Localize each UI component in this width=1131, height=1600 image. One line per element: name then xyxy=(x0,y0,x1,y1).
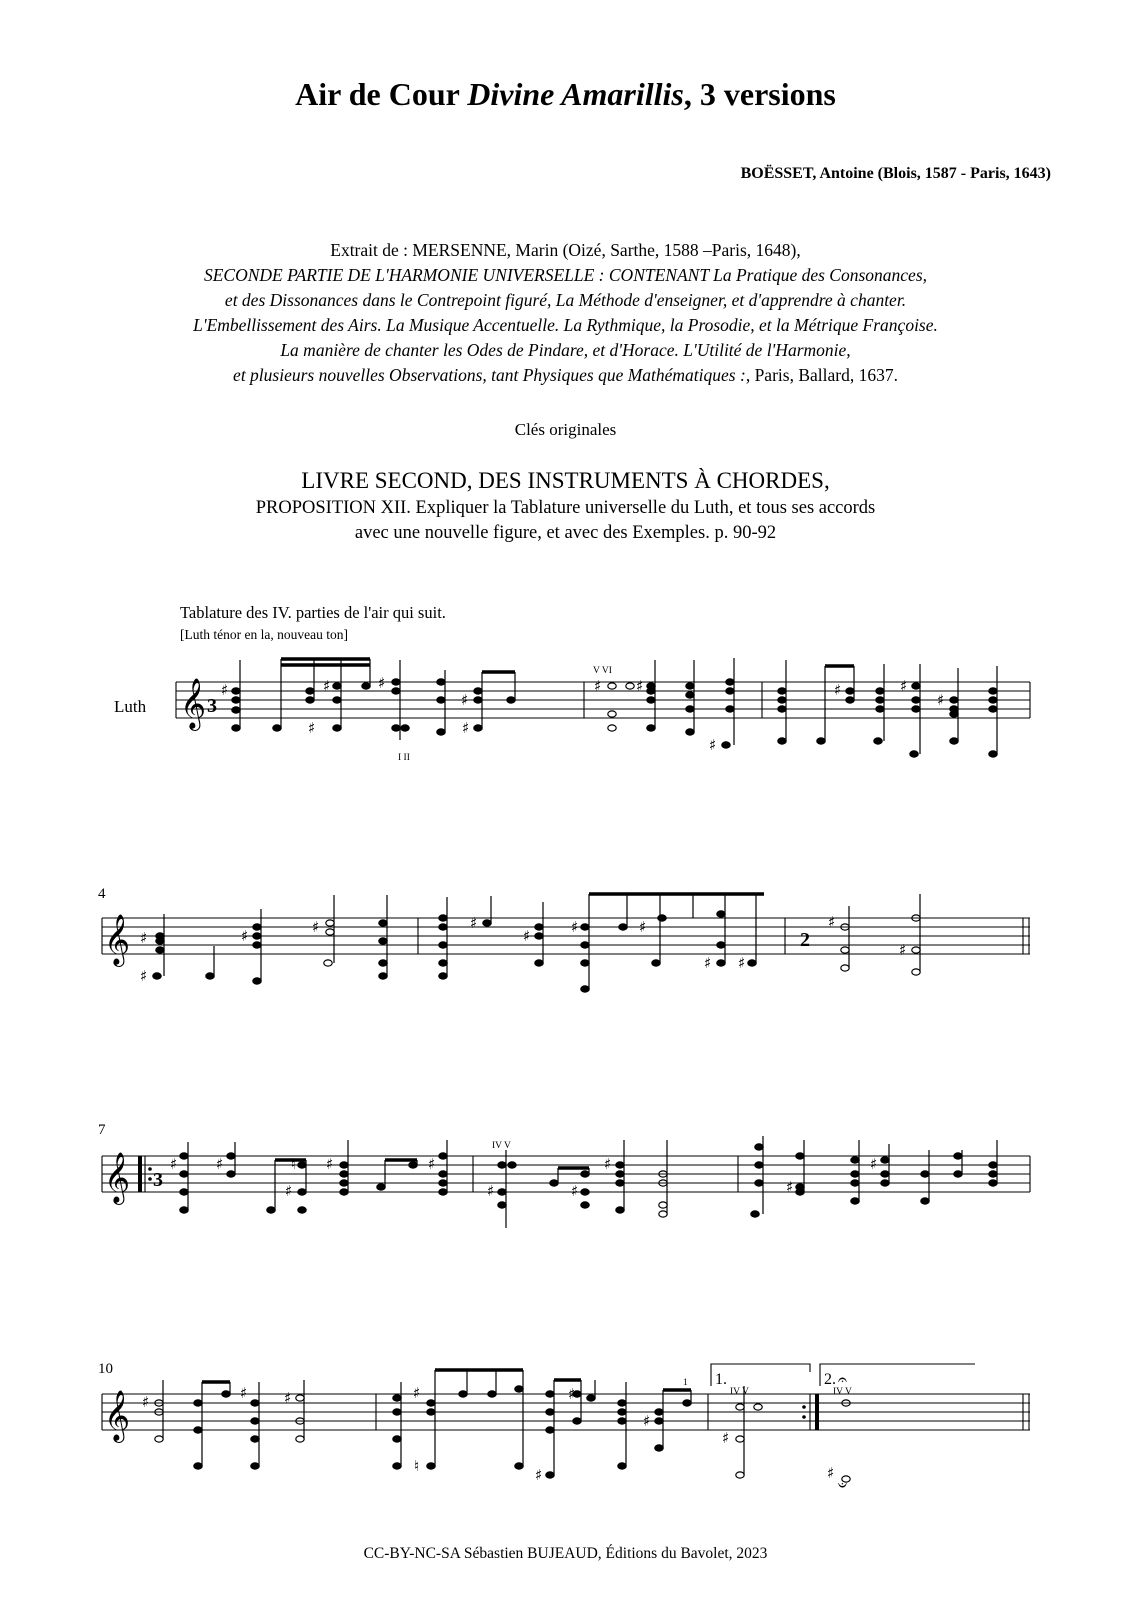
svg-text:♯: ♯ xyxy=(704,954,712,972)
svg-text:♯: ♯ xyxy=(428,1155,436,1173)
volta-1: 1. xyxy=(715,1371,727,1388)
extract-line-1: Extrait de : MERSENNE, Marin (Oizé, Sarthe, 1588 –Paris, 1648), xyxy=(330,240,801,260)
livre-heading: LIVRE SECOND, DES INSTRUMENTS À CHORDES, xyxy=(301,468,830,493)
svg-text:♯: ♯ xyxy=(709,736,717,754)
extract-line-5: La manière de chanter les Odes de Pindare, et d'Horace. L'Utilité de l'Harmonie, xyxy=(280,340,851,360)
title-suffix: , 3 versions xyxy=(683,76,836,112)
svg-text:♯: ♯ xyxy=(221,681,229,699)
svg-text:♯: ♯ xyxy=(870,1155,878,1173)
svg-text:♯: ♯ xyxy=(326,1155,334,1173)
svg-text:♯: ♯ xyxy=(568,1385,576,1403)
instrument-name: Luth xyxy=(114,697,147,716)
time-signature-3: 3 xyxy=(153,1169,163,1191)
svg-text:♯: ♯ xyxy=(571,918,579,936)
treble-clef: 𝄞 xyxy=(180,678,207,729)
luth-subtitle: [Luth ténor en la, nouveau ton] xyxy=(180,627,348,642)
svg-text:♯: ♯ xyxy=(461,691,469,709)
staff-system-1 xyxy=(0,640,1131,760)
treble-clef-2: 𝄞 xyxy=(104,914,131,965)
volta-2: 2. xyxy=(824,1371,836,1388)
staff-system-3 xyxy=(0,1130,1131,1240)
svg-text:♯: ♯ xyxy=(899,941,907,959)
svg-text:♯: ♯ xyxy=(470,914,478,932)
svg-text:♯: ♯ xyxy=(786,1178,794,1196)
staff-system-4 xyxy=(0,1355,1131,1490)
staff-system-2 xyxy=(0,890,1131,1000)
svg-text:♮: ♮ xyxy=(291,1155,297,1173)
extract-line-2 xyxy=(0,263,1131,288)
svg-text:♯: ♯ xyxy=(284,1389,292,1407)
svg-text:♯: ♯ xyxy=(308,719,316,737)
svg-text:♯: ♯ xyxy=(285,1182,293,1200)
svg-text:♯: ♯ xyxy=(241,927,249,945)
composer: BOËSSET, Antoine (Blois, 1587 - Paris, 1643) xyxy=(740,165,1051,182)
proposition-line-1: PROPOSITION XII. Expliquer la Tablature universelle du Luth, et tous ses accords xyxy=(255,498,876,518)
svg-text:♯: ♯ xyxy=(900,677,908,695)
svg-text:♯: ♯ xyxy=(523,927,531,945)
extract-line-6-italic: et plusieurs nouvelles Observations, tant Physiques que Mathématiques : xyxy=(233,365,746,385)
title-prefix: Air de Cour xyxy=(295,76,468,112)
svg-text:♯: ♯ xyxy=(636,677,644,695)
svg-text:♯: ♯ xyxy=(140,929,148,947)
footer-credit: CC-BY-NC-SA Sébastien BUJEAUD, Éditions du Bavolet, 2023 xyxy=(363,1545,768,1562)
svg-text:♯: ♯ xyxy=(487,1182,495,1200)
svg-text:♯: ♯ xyxy=(828,913,836,931)
svg-text:♯: ♯ xyxy=(594,677,602,695)
svg-text:♯: ♯ xyxy=(240,1384,248,1402)
svg-text:♯: ♯ xyxy=(535,1466,543,1484)
svg-text:♯: ♯ xyxy=(216,1155,224,1173)
extract-line-6 xyxy=(0,363,1131,388)
svg-text:♯: ♯ xyxy=(378,674,386,692)
svg-text:♯: ♯ xyxy=(571,1182,579,1200)
fingering-v-vi: V VI xyxy=(593,666,612,676)
fermata-above: 𝄐 xyxy=(838,1370,847,1389)
fermata-below: 𝄑 xyxy=(838,1475,847,1490)
fingering-i-ii: I II xyxy=(398,753,410,760)
svg-text:♯: ♯ xyxy=(643,1412,651,1430)
page-title xyxy=(0,76,1131,113)
proposition-line-2: avec une nouvelle figure, et avec des Exemples. p. 90-92 xyxy=(354,523,777,543)
svg-text:♯: ♯ xyxy=(323,677,331,695)
accidentals-system-4 xyxy=(142,1384,834,1484)
extract-line-4: L'Embellissement des Airs. La Musique Accentuelle. La Rythmique, la Prosodie, et la Métrique Françoise. xyxy=(193,315,938,335)
cles-originales: Clés originales xyxy=(514,420,617,439)
svg-text:♯: ♯ xyxy=(604,1155,612,1173)
extract-line-3: et des Dissonances dans le Contrepoint figuré, La Méthode d'enseigner, et d'apprendre à chanter. xyxy=(224,290,907,310)
notes-system-1 xyxy=(232,658,997,757)
extract-line-6-rest: , Paris, Ballard, 1637. xyxy=(745,365,898,385)
treble-clef-4: 𝄞 xyxy=(104,1390,131,1441)
measure-number-7: 7 xyxy=(98,1122,106,1138)
svg-text:♯: ♯ xyxy=(413,1384,421,1402)
extract-line-2-italic: SECONDE PARTIE DE L'HARMONIE UNIVERSELLE : CONTENANT xyxy=(203,265,709,285)
svg-text:♯: ♯ xyxy=(834,681,842,699)
tablature-label: Tablature des IV. parties de l'air qui suit. xyxy=(180,603,446,622)
svg-text:♯: ♯ xyxy=(142,1393,150,1411)
svg-text:♯: ♯ xyxy=(140,967,148,985)
measure-number-10: 10 xyxy=(98,1361,113,1377)
title-italic: Divine Amarillis xyxy=(467,76,684,112)
proposition xyxy=(0,496,1131,546)
fingering-iv-v-2: IV V xyxy=(730,1387,749,1397)
extract-line-2-rest: La Pratique des Consonances, xyxy=(708,265,928,285)
svg-text:♯: ♯ xyxy=(462,719,470,737)
source-extract xyxy=(0,238,1131,388)
svg-text:♮: ♮ xyxy=(414,1457,420,1475)
fingering-iv-v-1: IV V xyxy=(492,1141,511,1151)
svg-text:♯: ♯ xyxy=(722,1429,730,1447)
measure-number-4: 4 xyxy=(98,886,106,902)
fingering-1: 1 xyxy=(683,1378,688,1388)
svg-text:♯: ♯ xyxy=(937,691,945,709)
svg-text:♯: ♯ xyxy=(827,1464,835,1482)
notes-system-3 xyxy=(180,1136,997,1228)
svg-text:♯: ♯ xyxy=(312,918,320,936)
treble-clef-3: 𝄞 xyxy=(104,1152,131,1203)
time-signature-1: 3 xyxy=(207,695,217,717)
svg-text:♯: ♯ xyxy=(170,1155,178,1173)
svg-text:♯: ♯ xyxy=(639,918,647,936)
time-signature-2: 2 xyxy=(800,929,810,951)
fingering-iv-v-3: IV V xyxy=(833,1387,852,1397)
accidentals-system-1 xyxy=(221,674,944,754)
svg-text:♯: ♯ xyxy=(738,954,746,972)
